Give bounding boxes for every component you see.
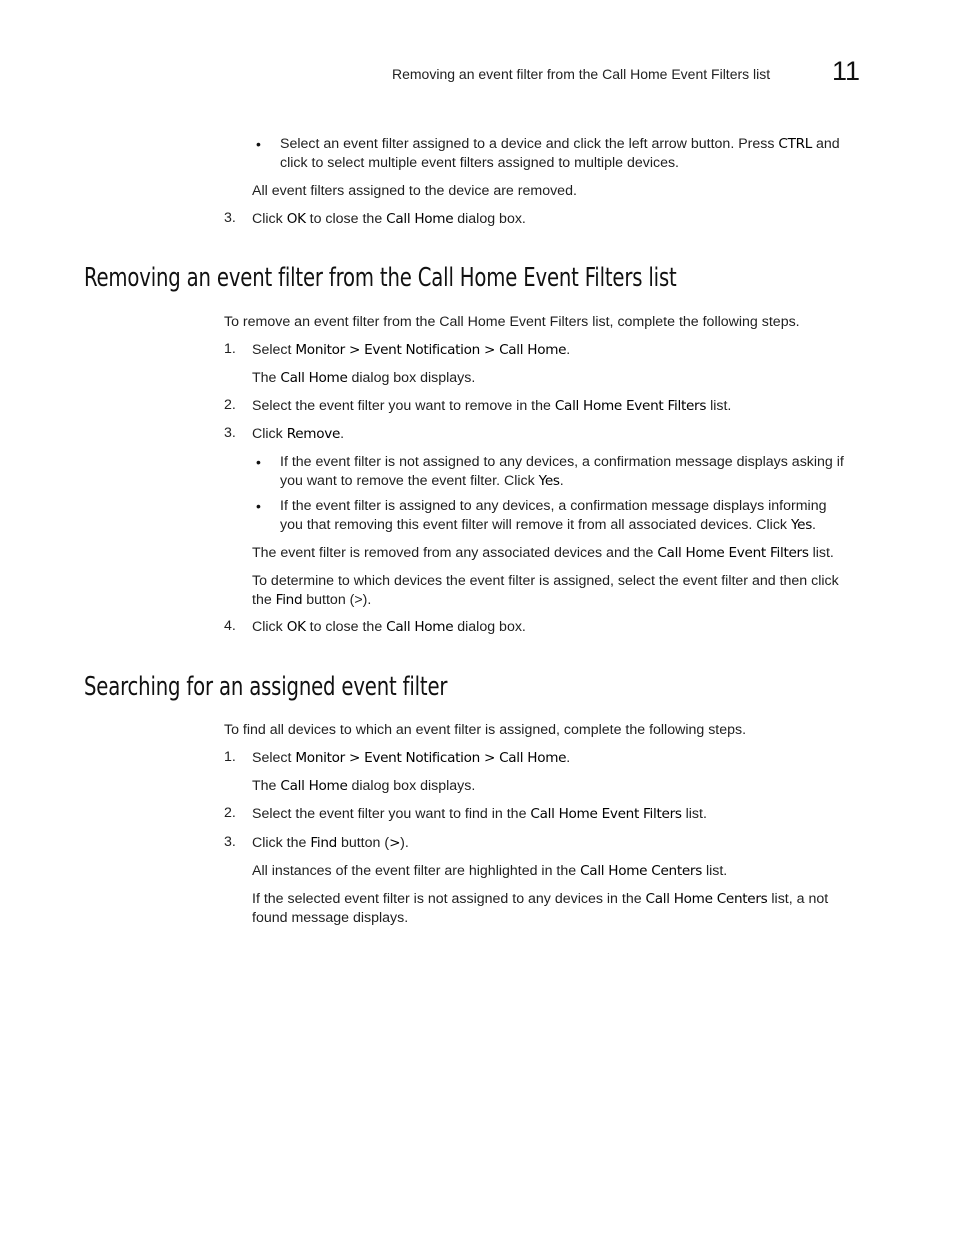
section2-step-2: Select the event filter you want to find in the Call Home Event Filters list.	[252, 806, 707, 822]
step-number: 1.	[224, 749, 236, 765]
section-heading-remove-filter: Removing an event filter from the Call Home Event Filters list	[84, 263, 677, 293]
step-number: 3.	[224, 425, 236, 441]
step-number: 3.	[224, 210, 236, 226]
bullet-marker: •	[256, 136, 261, 152]
top-bullet-1: Select an event filter assigned to a device and click the left arrow button. Press CTRL and click to select multiple event filters assigned to multiple devices.	[280, 136, 840, 171]
section1-step-1-result: The Call Home dialog box displays.	[252, 370, 476, 386]
section1-step-2: Select the event filter you want to remove in the Call Home Event Filters list.	[252, 398, 732, 414]
chapter-number: 11	[832, 56, 861, 86]
section2-step-1: Select Monitor > Event Notification > Call Home.	[252, 750, 571, 766]
bullet-marker: •	[256, 498, 261, 514]
step-number: 4.	[224, 618, 236, 634]
bullet-marker: •	[256, 454, 261, 470]
section1-bullet-1: If the event filter is not assigned to any devices, a confirmation message displays asking if you want to remove the event filter. Click Yes.	[280, 454, 844, 489]
step-number: 2.	[224, 397, 236, 413]
section-heading-search-filter: Searching for an assigned event filter	[84, 672, 448, 702]
section1-step-3: Click Remove.	[252, 426, 345, 442]
section1-result-1: The event filter is removed from any associated devices and the Call Home Event Filters list.	[252, 545, 834, 561]
section1-step-4: Click OK to close the Call Home dialog box.	[252, 619, 526, 635]
step-number: 2.	[224, 805, 236, 821]
section2-intro: To find all devices to which an event filter is assigned, complete the following steps.	[224, 722, 747, 738]
section1-bullet-2: If the event filter is assigned to any devices, a confirmation message displays informing you that removing this event filter will remove it from all associated devices. Click Yes.	[280, 498, 827, 533]
top-result: All event filters assigned to the device are removed.	[252, 183, 577, 199]
section2-step-3: Click the Find button (>).	[252, 835, 409, 851]
running-header-title: Removing an event filter from the Call Home Event Filters list	[392, 66, 771, 82]
step-number: 3.	[224, 834, 236, 850]
section1-intro: To remove an event filter from the Call Home Event Filters list, complete the following steps.	[224, 314, 800, 330]
top-step-3: Click OK to close the Call Home dialog box.	[252, 211, 526, 227]
step-number: 1.	[224, 341, 236, 357]
section1-step-1: Select Monitor > Event Notification > Call Home.	[252, 342, 571, 358]
section2-result-2: If the selected event filter is not assigned to any devices in the Call Home Centers list, a not found message displays.	[252, 891, 829, 926]
section2-result-1: All instances of the event filter are highlighted in the Call Home Centers list.	[252, 863, 728, 879]
section1-result-2: To determine to which devices the event filter is assigned, select the event filter and then click the Find button (>).	[252, 573, 839, 608]
section2-step-1-result: The Call Home dialog box displays.	[252, 778, 476, 794]
